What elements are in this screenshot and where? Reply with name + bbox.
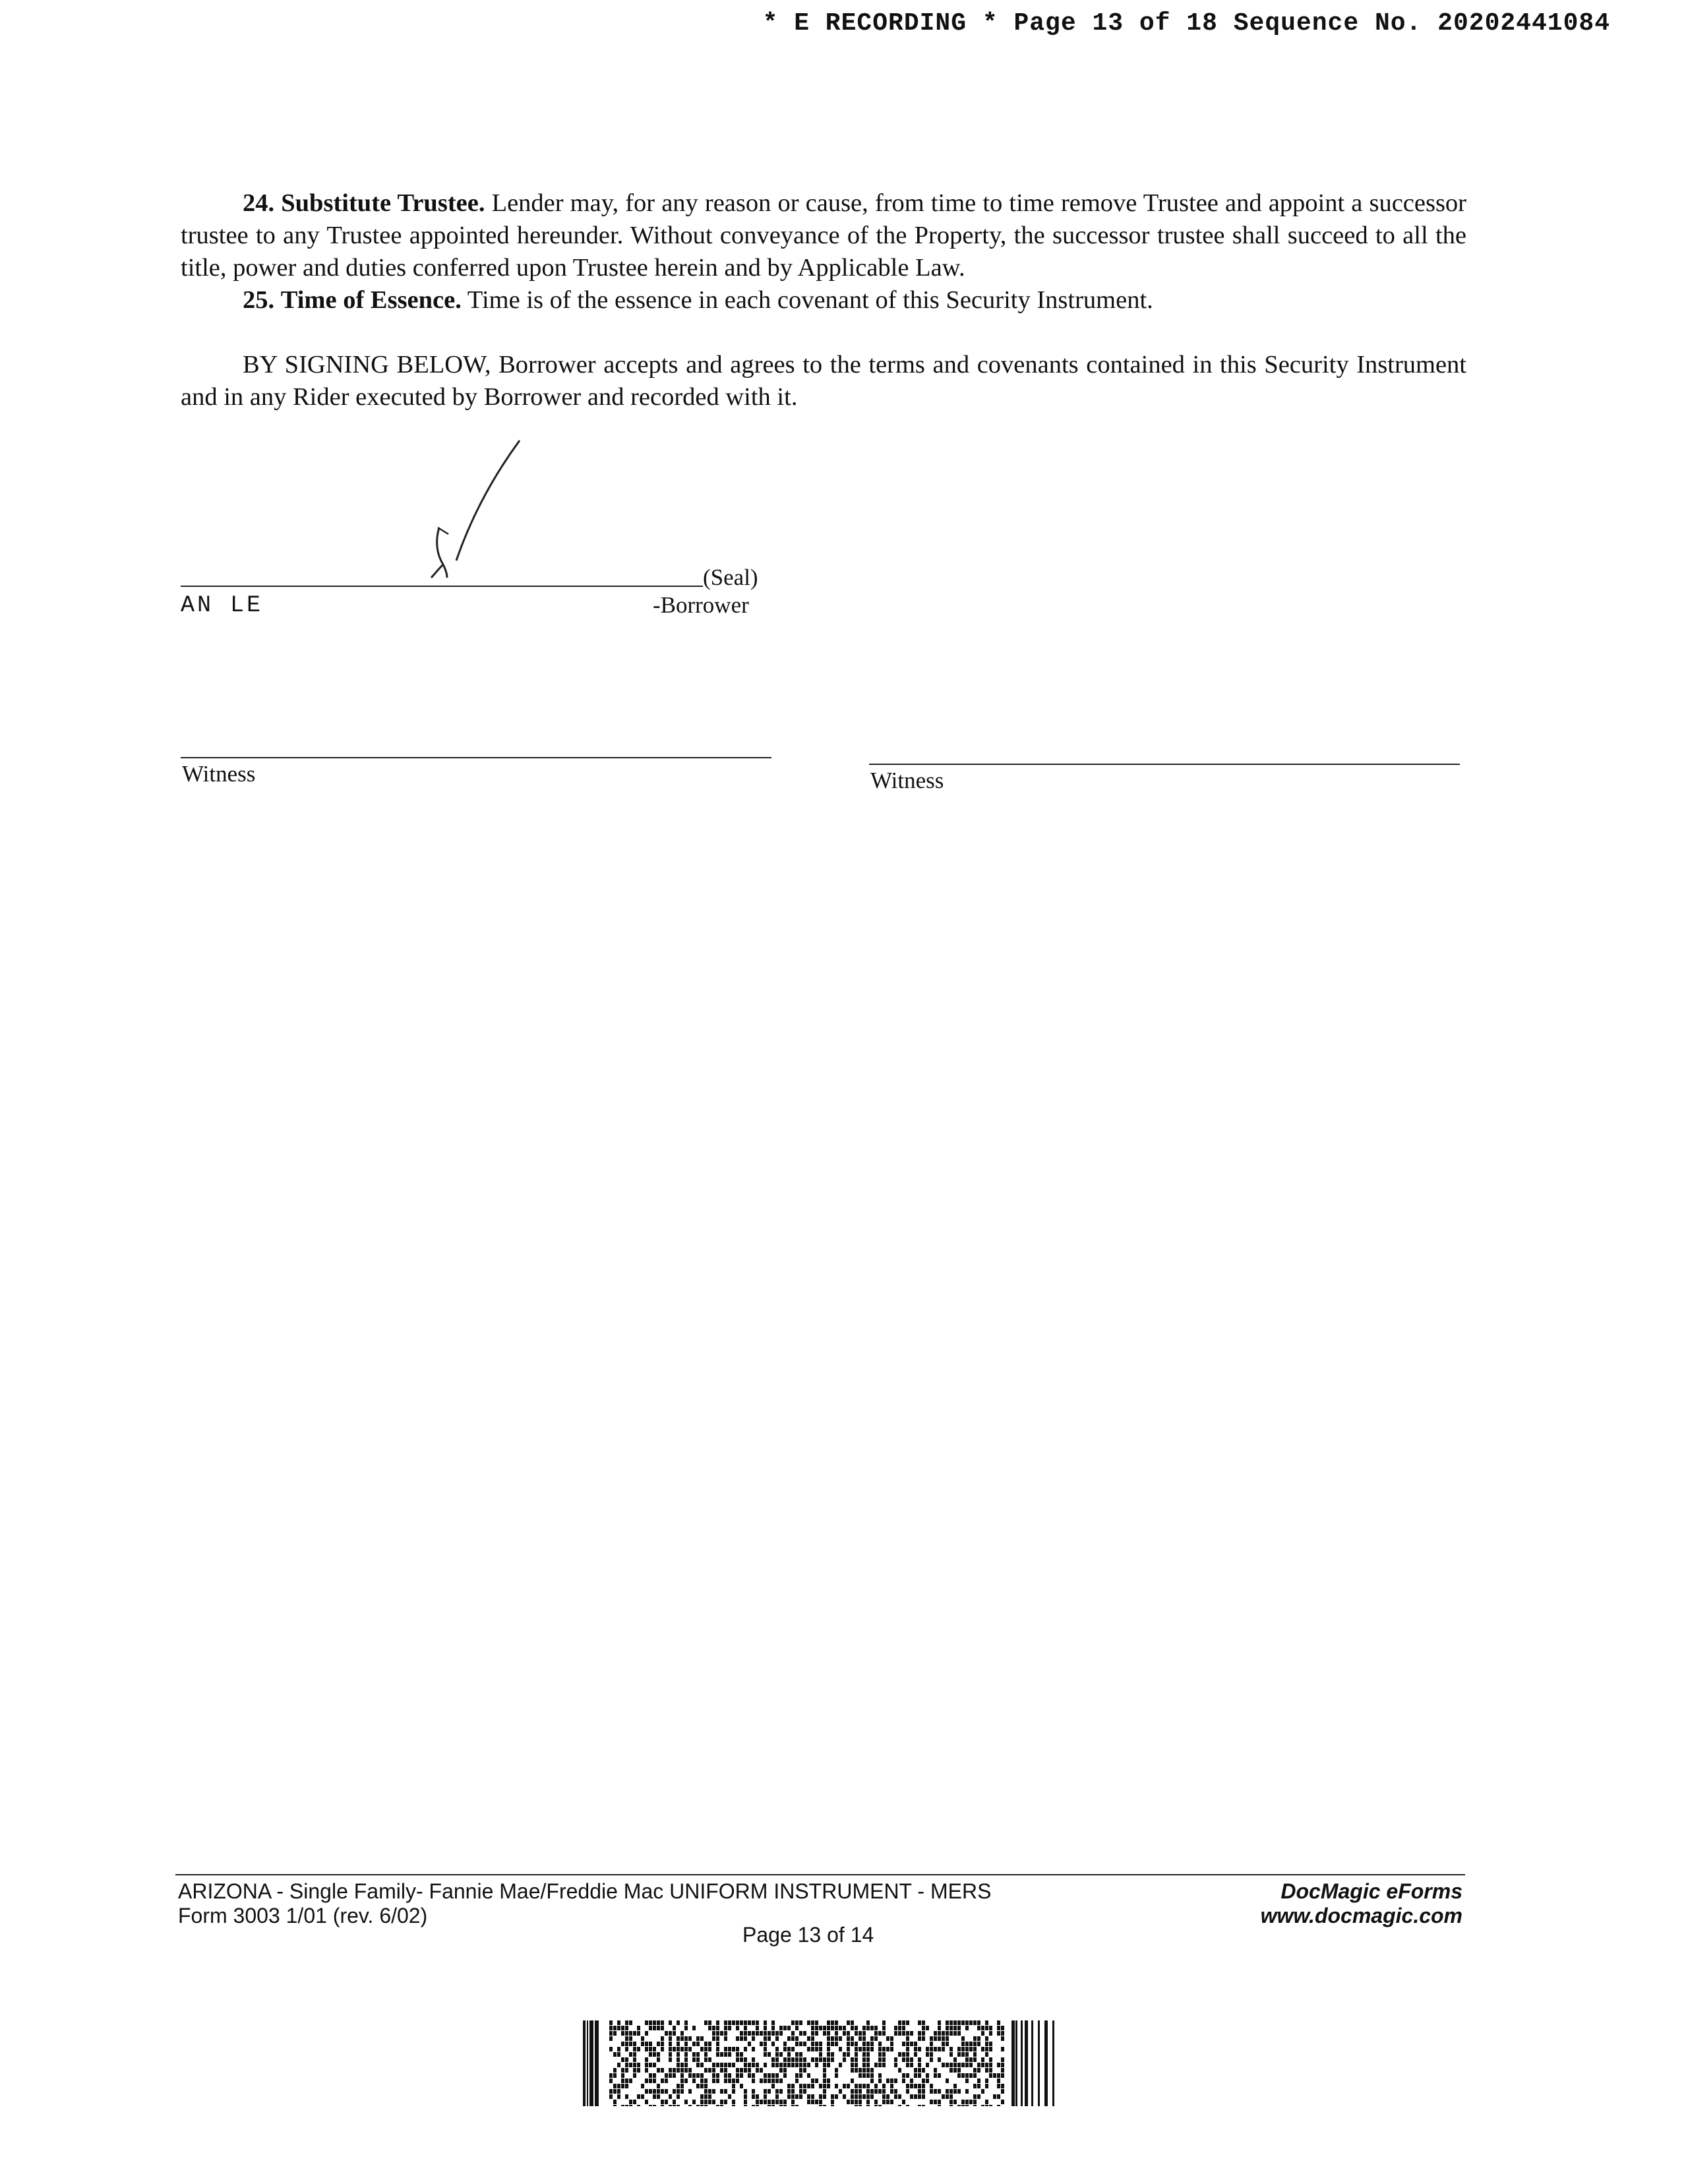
- footer-website: www.docmagic.com: [1260, 1904, 1462, 1927]
- footer-brand: DocMagic eForms: [1281, 1879, 1462, 1903]
- section-25-number: 25.: [243, 286, 275, 314]
- footer-rule: [175, 1874, 1465, 1875]
- borrower-role: -Borrower: [653, 592, 749, 618]
- witness-right-line: [869, 764, 1460, 765]
- section-24-text: Lender may, for any reason or cause, from time to time remove Trustee and appoint a successor trustee to any Trustee appointed hereunder. Without conveyance of the Property, the successor trustee shall succeed to all the title, power and duties conferred upon Trustee herein and by Applicable Law.: [181, 189, 1467, 282]
- footer-brand-block: [1261, 1879, 1462, 1928]
- barcode-image: [583, 2020, 1058, 2106]
- section-24-title: Substitute Trustee.: [281, 189, 485, 217]
- footer-page-number: Page 13 of 14: [742, 1923, 874, 1947]
- section-24: [181, 187, 1466, 284]
- section-25-title: Time of Essence.: [280, 286, 462, 314]
- witness-right-label: Witness: [870, 768, 944, 793]
- footer-form-info: [178, 1879, 991, 1928]
- document-body: [181, 187, 1466, 413]
- borrower-signature: [409, 435, 541, 580]
- signing-statement: BY SIGNING BELOW, Borrower accepts and agrees to the terms and covenants contained in this Security Instrument and in any Rider executed by Borrower and recorded with it.: [181, 351, 1466, 411]
- section-24-number: 24.: [243, 189, 275, 217]
- witness-left-label: Witness: [182, 761, 256, 787]
- borrower-signature-line: [181, 586, 703, 587]
- recording-header: * E RECORDING * Page 13 of 18 Sequence No. 20202441084: [762, 9, 1610, 38]
- witness-left-line: [181, 757, 771, 758]
- footer-line1: ARIZONA - Single Family- Fannie Mae/Freddie Mac UNIFORM INSTRUMENT - MERS: [178, 1879, 992, 1903]
- section-25: [181, 284, 1466, 317]
- footer-line2: Form 3003 1/01 (rev. 6/02): [178, 1904, 428, 1927]
- seal-label: (Seal): [703, 564, 758, 590]
- section-25-text: Time is of the essence in each covenant of this Security Instrument.: [467, 286, 1153, 314]
- borrower-name: AN LE: [181, 592, 264, 619]
